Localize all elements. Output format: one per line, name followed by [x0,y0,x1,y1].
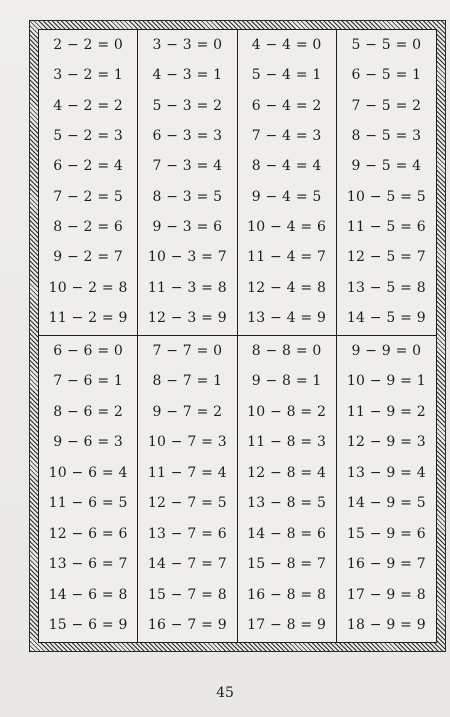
equation: 11 − 2 = 9 [48,309,128,326]
subtraction-table-minus-5 [337,30,436,336]
equation: 7 − 5 = 2 [351,97,422,114]
equation: 6 − 3 = 3 [152,127,223,144]
equation: 6 − 2 = 4 [53,158,124,175]
equation: 13 − 7 = 6 [147,525,227,542]
equation: 13 − 4 = 9 [247,309,327,326]
subtraction-table-minus-3 [138,30,237,336]
equation: 13 − 8 = 5 [247,495,327,512]
equation: 10 − 9 = 1 [346,373,426,390]
equation: 15 − 8 = 7 [247,556,327,573]
equation: 9 − 7 = 2 [152,403,223,420]
equation: 4 − 3 = 1 [152,67,223,84]
subtraction-table-minus-7 [138,336,237,642]
equation: 12 − 7 = 5 [147,495,227,512]
equation: 9 − 3 = 6 [152,218,223,235]
equation: 11 − 8 = 3 [247,434,327,451]
equation: 13 − 5 = 8 [346,279,426,296]
equation: 11 − 5 = 6 [346,218,426,235]
subtraction-table-minus-6 [39,336,138,642]
equation: 9 − 8 = 1 [251,373,322,390]
equation: 9 − 4 = 5 [251,188,322,205]
equation: 8 − 8 = 0 [251,343,322,359]
equation: 9 − 5 = 4 [351,158,422,175]
equation: 2 − 2 = 0 [53,37,124,53]
equation: 11 − 3 = 8 [147,279,227,296]
equation: 4 − 2 = 2 [53,97,124,114]
equation: 11 − 9 = 2 [346,403,426,420]
equation: 11 − 6 = 5 [48,495,128,512]
equation: 6 − 6 = 0 [53,343,124,359]
equation: 10 − 4 = 6 [247,218,327,235]
equation: 16 − 7 = 9 [147,616,227,633]
equation: 7 − 2 = 5 [53,188,124,205]
equation: 7 − 7 = 0 [152,343,223,359]
equation: 14 − 7 = 7 [147,556,227,573]
equation: 12 − 6 = 6 [48,525,128,542]
equation: 9 − 9 = 0 [351,343,422,359]
equation: 7 − 4 = 3 [251,127,322,144]
equation: 4 − 4 = 0 [251,37,322,53]
equation: 16 − 8 = 8 [247,586,327,603]
page-number: 45 [216,685,234,701]
equation: 10 − 7 = 3 [147,434,227,451]
equation: 11 − 7 = 4 [147,464,227,481]
equation: 14 − 9 = 5 [346,495,426,512]
equation: 15 − 6 = 9 [48,616,128,633]
equation: 12 − 5 = 7 [346,249,426,266]
equation: 12 − 9 = 3 [346,434,426,451]
equation: 8 − 7 = 1 [152,373,223,390]
equation: 8 − 4 = 4 [251,158,322,175]
equation: 12 − 8 = 4 [247,464,327,481]
equation: 17 − 8 = 9 [247,616,327,633]
hatched-frame [29,20,446,652]
equation: 7 − 3 = 4 [152,158,223,175]
equation: 3 − 2 = 1 [53,67,124,84]
equation: 7 − 6 = 1 [53,373,124,390]
equation: 12 − 3 = 9 [147,309,227,326]
subtraction-tables-grid [38,29,437,643]
equation: 5 − 4 = 1 [251,67,322,84]
equation: 5 − 2 = 3 [53,127,124,144]
equation: 16 − 9 = 7 [346,556,426,573]
equation: 18 − 9 = 9 [346,616,426,633]
equation: 5 − 3 = 2 [152,97,223,114]
equation: 8 − 3 = 5 [152,188,223,205]
equation: 14 − 5 = 9 [346,309,426,326]
equation: 6 − 4 = 2 [251,97,322,114]
equation: 9 − 2 = 7 [53,249,124,266]
equation: 9 − 6 = 3 [53,434,124,451]
equation: 8 − 5 = 3 [351,127,422,144]
equation: 17 − 9 = 8 [346,586,426,603]
subtraction-table-minus-8 [238,336,337,642]
equation: 14 − 6 = 8 [48,586,128,603]
equation: 10 − 3 = 7 [147,249,227,266]
equation: 14 − 8 = 6 [247,525,327,542]
subtraction-table-minus-9 [337,336,436,642]
equation: 3 − 3 = 0 [152,37,223,53]
equation: 10 − 5 = 5 [346,188,426,205]
equation: 8 − 6 = 2 [53,403,124,420]
equation: 10 − 6 = 4 [48,464,128,481]
equation: 8 − 2 = 6 [53,218,124,235]
subtraction-table-minus-4 [238,30,337,336]
equation: 10 − 2 = 8 [48,279,128,296]
equation: 10 − 8 = 2 [247,403,327,420]
equation: 15 − 9 = 6 [346,525,426,542]
equation: 13 − 6 = 7 [48,556,128,573]
equation: 15 − 7 = 8 [147,586,227,603]
equation: 13 − 9 = 4 [346,464,426,481]
equation: 11 − 4 = 7 [247,249,327,266]
equation: 12 − 4 = 8 [247,279,327,296]
equation: 6 − 5 = 1 [351,67,422,84]
equation: 5 − 5 = 0 [351,37,422,53]
subtraction-table-minus-2 [39,30,138,336]
